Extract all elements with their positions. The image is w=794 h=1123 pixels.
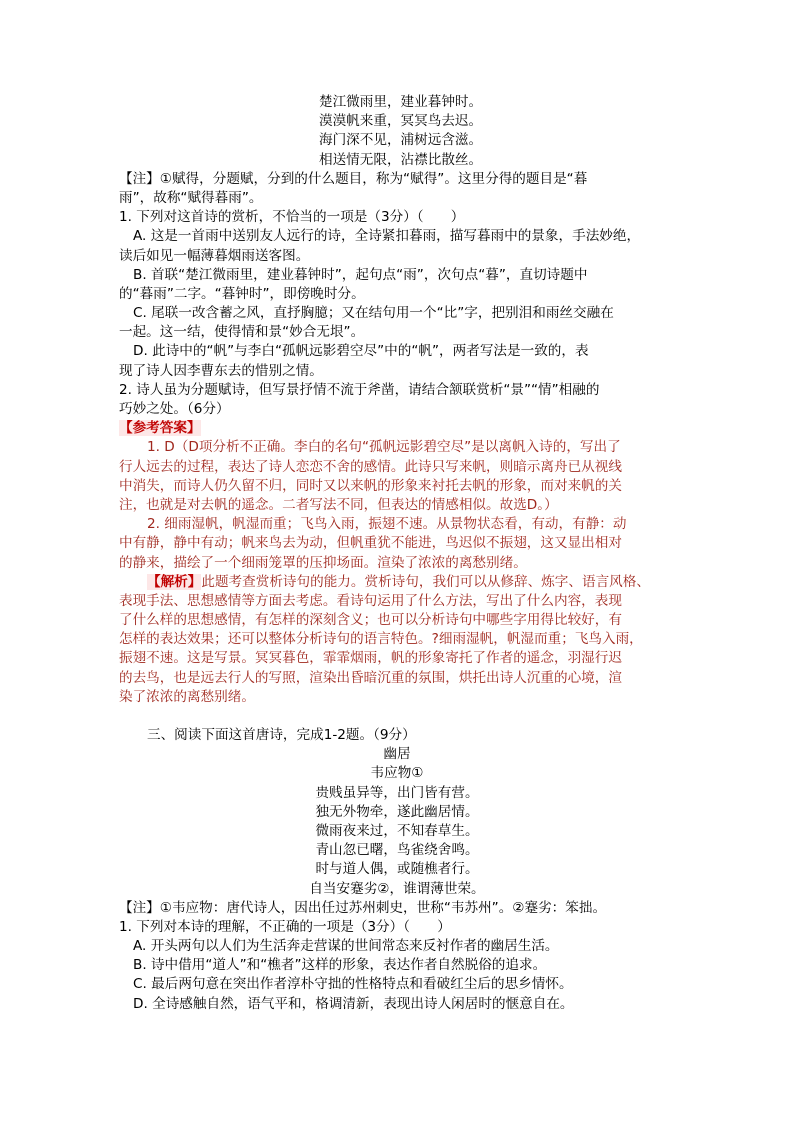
section-3-heading: 三、阅读下面这首唐诗，完成1-2题。（9分） xyxy=(147,727,416,743)
option-c: C. 尾联一改含蓄之风，直抒胸臆；又在结句用一个“比”字，把别泪和雨丝交融在 xyxy=(133,305,614,322)
reference-answer-tag: 【参考答案】 xyxy=(119,420,201,437)
poem-1 xyxy=(119,93,675,170)
option-d: D. 此诗中的“帆”与李白“孤帆远影碧空尽”中的“帆”，两者写法是一致的，表 xyxy=(133,343,589,360)
poem-line: 微雨夜来过，不知春草生。 xyxy=(315,822,479,839)
analysis xyxy=(119,573,675,707)
analysis-line: 此题考查赏析诗句的能力。赏析诗句，我们可以从修辞、炼字、语言风格、 xyxy=(201,573,650,590)
poem-line: 海门深不见，浦树远含滋。 xyxy=(319,132,483,149)
analysis-line: 怎样的表达效果；还可以整体分析诗句的语言特色。?细雨湿帆，帆湿而重；飞鸟入雨， xyxy=(119,631,643,648)
option-d: D. 全诗感触自然，语气平和，格调清新，表现出诗人闲居时的惬意自在。 xyxy=(133,995,574,1012)
answer-line: 注，也就是对去帆的遥念。二者写法不同，但表达的情感相似。故选D。） xyxy=(119,496,558,513)
question-3: 1. 下列对本诗的理解，不正确的一项是（3分）（ ） xyxy=(119,918,451,935)
poem-line: 漠漠帆来重，冥冥鸟去迟。 xyxy=(319,113,483,130)
poem-2-title: 幽居 xyxy=(383,746,411,763)
poem-line: 自当安蹇劣②，谁谓薄世荣。 xyxy=(309,880,485,897)
answer-2 xyxy=(119,515,675,573)
answer-1 xyxy=(119,438,675,515)
answer-line: 的静来，描绘了一个细雨笼罩的压抑场面。渲染了浓浓的离愁别绪。 xyxy=(119,554,527,571)
question-1: 1. 下列对这首诗的赏析，不恰当的一项是（3分）（ ） xyxy=(119,209,465,226)
poem-line: 贵贱虽异等，出门皆有营。 xyxy=(315,784,479,801)
option-c: C. 最后两句意在突出作者淳朴守拙的性格特点和看破红尘后的思乡情怀。 xyxy=(133,976,573,993)
option-a: A. 开头两句以人们为生活奔走营谋的世间常态来反衬作者的幽居生活。 xyxy=(133,938,559,955)
option-b: B. 诗中借用“道人”和“樵者”这样的形象，表达作者自然脱俗的追求。 xyxy=(133,957,547,974)
poem-line: 独无外物牵，遂此幽居情。 xyxy=(315,803,479,820)
poem-2 xyxy=(119,784,675,899)
answer-line: 行人远去的过程，表达了诗人恋恋不舍的感情。此诗只写来帆，则暗示离舟已从视线 xyxy=(119,458,622,475)
option-a: A. 这是一首雨中送别友人远行的诗，全诗紧扣暮雨，描写暮雨中的景象，手法妙绝， xyxy=(133,228,641,245)
poem-line: 楚江微雨里，建业暮钟时。 xyxy=(319,94,483,110)
poem-line: 相送情无限，沾襟比散丝。 xyxy=(319,151,483,168)
question-line: 2. 诗人虽为分题赋诗，但写景抒情不流于斧凿，请结合颔联赏析“景”“情”相融的 xyxy=(119,381,600,398)
option-b-cont: 的“暮雨”二字。“暮钟时”，即傍晚时分。 xyxy=(119,285,365,302)
document-page xyxy=(119,93,675,1014)
question-3-options xyxy=(119,937,675,1014)
answer-line: 中有静，静中有动；帆来鸟去为动，但帆重犹不能进，鸟迟似不振翅，这又显出相对 xyxy=(119,535,622,552)
analysis-line: 染了浓浓的离愁别绪。 xyxy=(119,688,255,705)
answer-line: 中消失，而诗人仍久留不归，同时又以来帆的形象来衬托去帆的形象，而对来帆的关 xyxy=(119,477,622,494)
analysis-line: 了什么样的思想感情，有怎样的深刻含义；也可以分析诗句中哪些字用得比较好，有 xyxy=(119,612,622,629)
question-1-options xyxy=(119,227,675,381)
option-c-cont: 一起。这一结，使得情和景“妙合无垠”。 xyxy=(119,324,365,341)
analysis-line: 振翅不速。这是写景。冥冥暮色，霏霏烟雨，帆的形象寄托了作者的遥念，羽湿行迟 xyxy=(119,650,622,667)
poem-line: 时与道人偶，或随樵者行。 xyxy=(315,861,479,878)
note-2: 【注】①韦应物：唐代诗人，因出任过苏州刺史，世称“韦苏州”。②蹇劣：笨拙。 xyxy=(119,899,607,916)
analysis-line: 的去鸟，也是远去行人的写照，渲染出昏暗沉重的氛围，烘托出诗人沉重的心境，渲 xyxy=(119,669,622,686)
note-1 xyxy=(119,170,675,208)
answer-line: 2. 细雨湿帆，帆湿而重；飞鸟入雨，振翅不速。从景物状态看，有动，有静：动 xyxy=(147,516,627,533)
option-a-cont: 读后如见一幅薄暮烟雨送客图。 xyxy=(119,247,310,264)
poem-line: 青山忽已曙，鸟雀绕舍鸣。 xyxy=(315,842,479,859)
answer-line: 1. D（D项分析不正确。李白的名句“孤帆远影碧空尽”是以离帆入诗的，写出了 xyxy=(147,439,621,456)
option-d-cont: 现了诗人因李曹东去的惜别之情。 xyxy=(119,362,323,379)
question-line: 巧妙之处。（6分） xyxy=(119,401,230,417)
poem-2-author: 韦应物① xyxy=(370,765,424,782)
question-2 xyxy=(119,381,675,419)
option-b: B. 首联“楚江微雨里，建业暮钟时”，起句点“雨”，次句点“暮”，直切诗题中 xyxy=(133,266,588,283)
analysis-tag: 【解析】 xyxy=(147,573,202,590)
note-line: 【注】①赋得，分题赋，分到的什么题目，称为“赋得”。这里分得的题目是“暮 xyxy=(119,170,588,187)
note-line: 雨”，故称“赋得暮雨”。 xyxy=(119,189,263,206)
analysis-line: 表现手法、思想感情等方面去考虑。看诗句运用了什么方法，写出了什么内容，表现 xyxy=(119,592,622,609)
